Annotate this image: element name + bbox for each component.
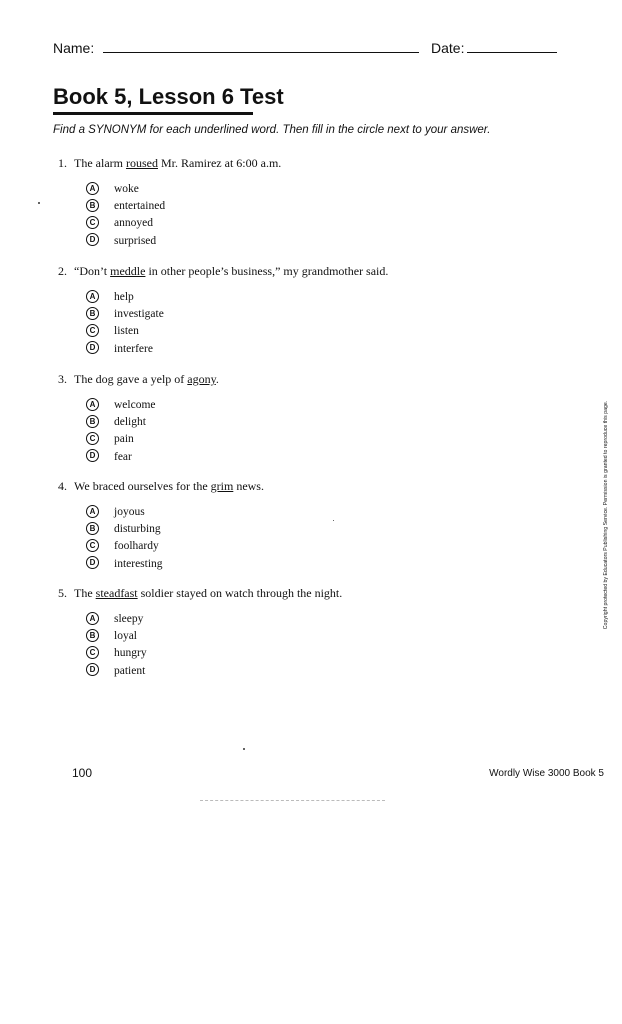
scan-speck	[38, 202, 40, 204]
stem-after: .	[215, 372, 219, 386]
question-number: 1.	[58, 156, 67, 170]
answer-bubble-icon[interactable]: D	[86, 233, 99, 246]
scan-speck	[333, 520, 334, 521]
answer-choice-c[interactable]	[86, 645, 342, 662]
answer-bubble-icon[interactable]: A	[86, 398, 99, 411]
choice-list	[58, 504, 264, 573]
answer-choice-b[interactable]	[86, 628, 342, 645]
answer-choice-d[interactable]	[86, 449, 219, 466]
answer-choice-c[interactable]	[86, 538, 264, 555]
answer-choice-b[interactable]	[86, 521, 264, 538]
answer-choice-a[interactable]	[86, 504, 264, 521]
answer-bubble-icon[interactable]: B	[86, 629, 99, 642]
question-number: 4.	[58, 479, 67, 493]
stem-after: in other people’s business,” my grandmother said.	[145, 264, 389, 278]
answer-bubble-icon[interactable]: D	[86, 663, 99, 676]
choice-text: fear	[114, 450, 132, 463]
choice-list	[58, 181, 281, 250]
header	[53, 40, 563, 64]
answer-choice-d[interactable]	[86, 663, 342, 680]
choice-text: sleepy	[114, 613, 144, 625]
choice-list	[58, 397, 219, 466]
answer-bubble-icon[interactable]: C	[86, 646, 99, 659]
question-number: 5.	[58, 586, 67, 600]
choice-list	[58, 611, 342, 680]
book-title: Wordly Wise 3000 Book 5	[489, 768, 604, 779]
answer-choice-c[interactable]	[86, 431, 219, 448]
choice-text: listen	[114, 325, 139, 338]
choice-text: patient	[114, 664, 146, 677]
stem-before: The	[74, 586, 96, 600]
answer-choice-a[interactable]	[86, 611, 342, 628]
question-number: 3.	[58, 372, 67, 386]
stem-after: soldier stayed on watch through the night.	[137, 586, 343, 600]
choice-text: annoyed	[114, 217, 153, 230]
stem-after: news.	[233, 479, 264, 493]
choice-text: woke	[114, 183, 139, 195]
stem-before: The alarm	[74, 156, 126, 170]
underlined-word: grim	[210, 479, 234, 493]
answer-choice-d[interactable]	[86, 233, 281, 250]
page-number: 100	[72, 766, 93, 780]
answer-choice-a[interactable]	[86, 181, 281, 198]
date-line	[467, 52, 557, 53]
question-2	[58, 263, 388, 358]
choice-text: delight	[114, 416, 146, 429]
answer-choice-b[interactable]	[86, 306, 388, 323]
question-number: 2.	[58, 264, 67, 278]
choice-text: interesting	[114, 557, 163, 570]
answer-choice-d[interactable]	[86, 341, 388, 358]
underlined-word: steadfast	[95, 586, 138, 600]
answer-bubble-icon[interactable]: A	[86, 182, 99, 195]
question-stem	[58, 155, 281, 171]
choice-text: joyous	[114, 506, 145, 518]
question-4	[58, 478, 264, 573]
scan-mark	[200, 800, 385, 801]
question-stem	[58, 371, 219, 387]
choice-text: welcome	[114, 399, 156, 411]
page-title: Book 5, Lesson 6 Test	[53, 84, 284, 109]
answer-bubble-icon[interactable]: B	[86, 199, 99, 212]
instructions: Find a SYNONYM for each underlined word. Then fill in the circle next to your answer.	[53, 124, 491, 136]
choice-text: pain	[114, 433, 134, 446]
question-3	[58, 371, 219, 466]
answer-bubble-icon[interactable]: D	[86, 341, 99, 354]
answer-bubble-icon[interactable]: D	[86, 449, 99, 462]
question-stem	[58, 478, 264, 494]
choice-text: surprised	[114, 234, 157, 247]
answer-bubble-icon[interactable]: C	[86, 216, 99, 229]
stem-before: “Don’t	[74, 264, 111, 278]
choice-text: loyal	[114, 630, 137, 643]
choice-text: investigate	[114, 308, 164, 321]
answer-bubble-icon[interactable]: B	[86, 307, 99, 320]
answer-bubble-icon[interactable]: C	[86, 432, 99, 445]
answer-bubble-icon[interactable]: A	[86, 290, 99, 303]
stem-after: Mr. Ramirez at 6:00 a.m.	[157, 156, 282, 170]
underlined-word: meddle	[110, 264, 146, 278]
title-rule	[53, 112, 253, 115]
answer-choice-d[interactable]	[86, 556, 264, 573]
question-stem	[58, 585, 342, 601]
choice-text: hungry	[114, 647, 147, 660]
answer-choice-a[interactable]	[86, 289, 388, 306]
answer-bubble-icon[interactable]: C	[86, 539, 99, 552]
copyright-notice: Copyright protected by Educators Publishing Service. Permission is granted to reproduce this page.	[603, 400, 609, 630]
answer-choice-b[interactable]	[86, 198, 281, 215]
choice-text: entertained	[114, 200, 166, 213]
answer-choice-b[interactable]	[86, 414, 219, 431]
underlined-word: roused	[125, 156, 158, 170]
choice-text: interfere	[114, 342, 153, 355]
scan-speck	[243, 748, 245, 750]
answer-choice-c[interactable]	[86, 215, 281, 232]
question-5	[58, 585, 342, 680]
choice-text: help	[114, 291, 134, 303]
choice-text: foolhardy	[114, 540, 159, 553]
name-line	[103, 52, 419, 53]
answer-bubble-icon[interactable]: C	[86, 324, 99, 337]
stem-before: The dog gave a yelp of	[74, 372, 188, 386]
choice-text: disturbing	[114, 523, 161, 536]
answer-bubble-icon[interactable]: A	[86, 612, 99, 625]
choice-list	[58, 289, 388, 358]
date-label: Date:	[431, 40, 465, 56]
answer-choice-c[interactable]	[86, 323, 388, 340]
underlined-word: agony	[187, 372, 216, 386]
answer-bubble-icon[interactable]: B	[86, 522, 99, 535]
question-1	[58, 155, 281, 250]
answer-bubble-icon[interactable]: D	[86, 556, 99, 569]
answer-bubble-icon[interactable]: A	[86, 505, 99, 518]
question-stem	[58, 263, 388, 279]
stem-before: We braced ourselves for the	[74, 479, 211, 493]
name-label: Name:	[53, 40, 95, 56]
answer-bubble-icon[interactable]: B	[86, 415, 99, 428]
answer-choice-a[interactable]	[86, 397, 219, 414]
